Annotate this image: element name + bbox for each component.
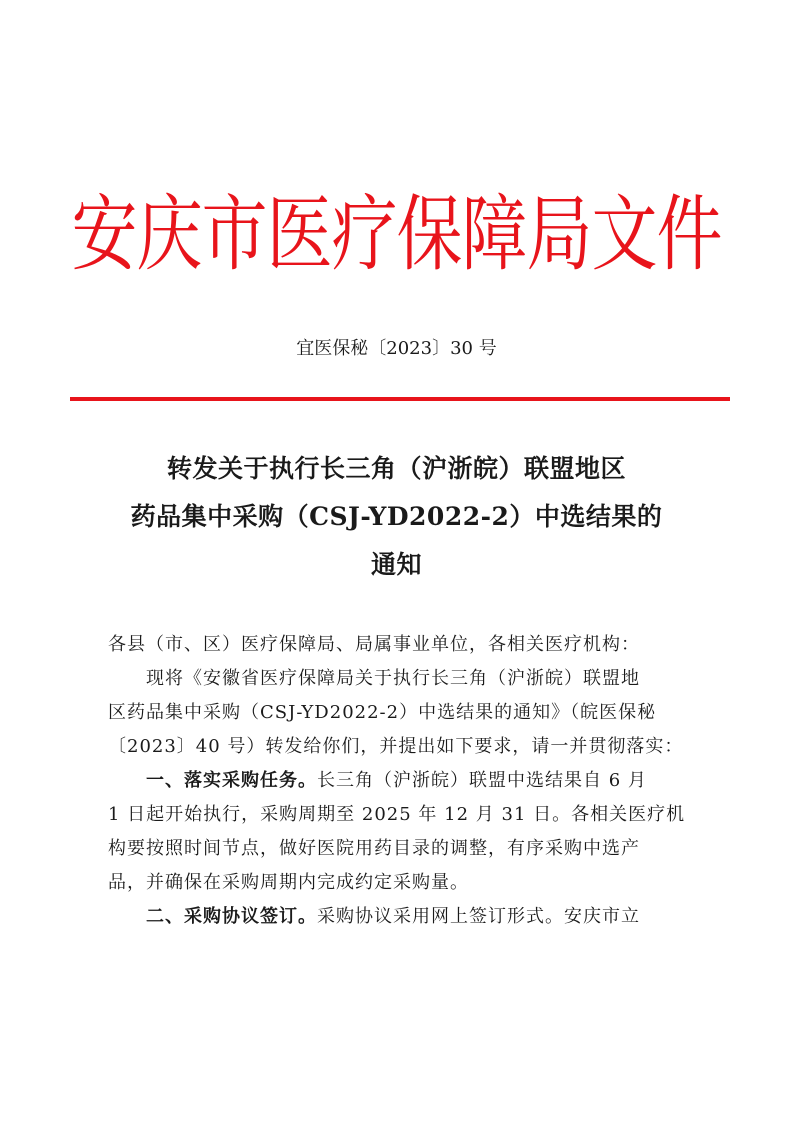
masthead-title: 安庆市医疗保障局文件 — [71, 186, 722, 283]
salutation: 各县（市、区）医疗保障局、局属事业单位，各相关医疗机构： — [108, 634, 640, 655]
section-1-line-1 — [108, 764, 698, 798]
title-line-3: 通知 — [370, 550, 422, 579]
document-number: 宜医保秘〔2023〕30 号 — [296, 338, 497, 359]
document-title — [70, 445, 723, 589]
section-1-heading: 一、落实采购任务。 — [146, 770, 317, 791]
section-1-line-3: 构要按照时间节点，做好医院用药目录的调整，有序采购中选产 — [108, 838, 640, 859]
title-line-2: 药品集中采购（CSJ-YD2022-2）中选结果的 — [130, 502, 663, 531]
section-1-line-4: 品，并确保在采购周期内完成约定采购量。 — [108, 872, 469, 893]
document-body — [108, 628, 698, 934]
section-2-text: 采购协议采用网上签订形式。安庆市立 — [317, 906, 640, 927]
section-2-line-1 — [108, 900, 698, 934]
paragraph-1-line-1: 现将《安徽省医疗保障局关于执行长三角（沪浙皖）联盟地 — [146, 668, 640, 689]
red-separator-rule — [70, 397, 730, 401]
paragraph-1-line-2: 区药品集中采购（CSJ-YD2022-2）中选结果的通知》（皖医保秘 — [108, 702, 657, 723]
section-2-heading: 二、采购协议签订。 — [146, 906, 317, 927]
section-1-text: 长三角（沪浙皖）联盟中选结果自 6 月 — [317, 770, 647, 791]
paragraph-1-line-3: 〔2023〕40 号）转发给你们，并提出如下要求，请一并贯彻落实： — [108, 736, 684, 757]
section-1-line-2: 1 日起开始执行，采购周期至 2025 年 12 月 31 日。各相关医疗机 — [108, 804, 686, 825]
title-line-1: 转发关于执行长三角（沪浙皖）联盟地区 — [166, 454, 626, 483]
